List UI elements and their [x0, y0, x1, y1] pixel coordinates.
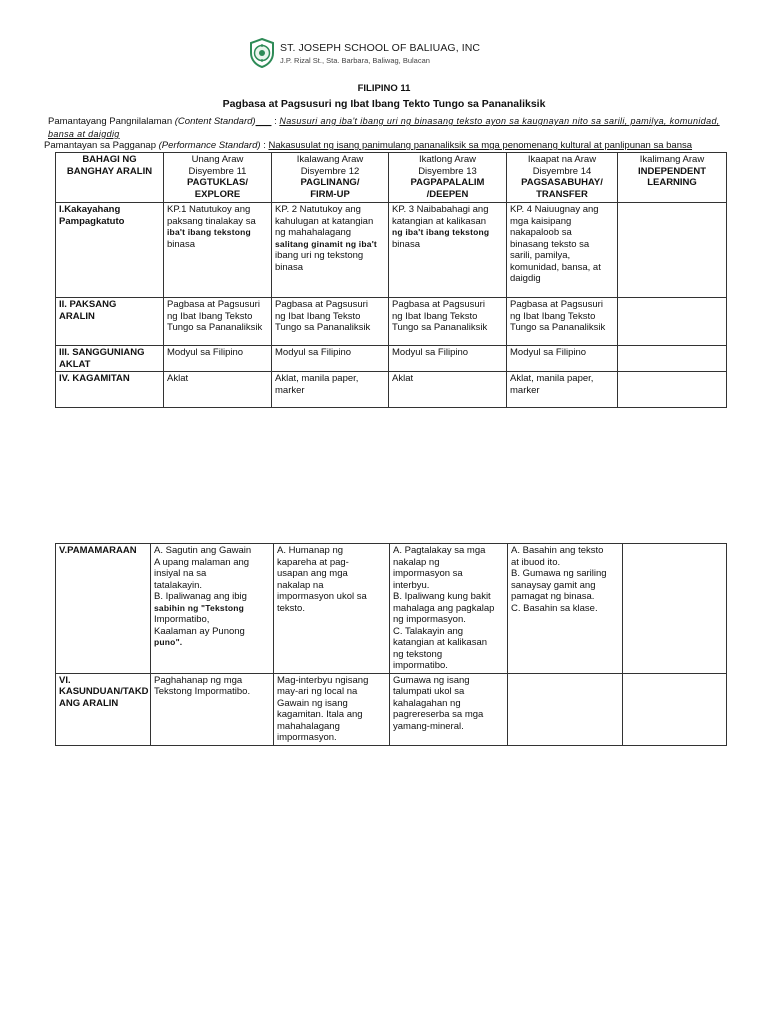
cell-text-line: Tungo sa Pananaliksik: [392, 322, 488, 333]
cell-text-line: C. Basahin sa klase.: [511, 602, 598, 614]
cell-day-3: [390, 673, 508, 745]
row-label: AKLAT: [59, 358, 91, 370]
content-standard-value: Nasusuri ang iba't ibang uri ng binasang teksto ayon sa kaugnayan nito sa sarili, pamilya, komunidad, bansa at daigdig: [48, 116, 720, 139]
header-cell-section: [56, 153, 164, 203]
row-label: V.PAMAMARAAN: [59, 545, 137, 556]
cell-text-line: talumpati ukol sa: [393, 686, 465, 697]
row-label: II. PAKSANG: [59, 299, 117, 310]
cell-text-line: KP. 3 Naibabahagi ang: [392, 204, 489, 215]
cell-day-2: [274, 544, 390, 674]
table-row-sanggunian: [56, 346, 727, 372]
document-title: Pagbasa at Pagsusuri ng Ibat Ibang Tekto Tungo sa Pananaliksik: [222, 98, 546, 110]
day-phase: PAGSASABUHAY/: [521, 177, 603, 188]
row-label-cell: [56, 346, 164, 372]
cell-text-line: Pagbasa at Pagsusuri: [392, 299, 485, 310]
cell-text-line: ng Ibat Ibang Teksto: [392, 310, 478, 322]
cell-text-line: Aklat: [167, 373, 189, 384]
school-seal-icon: [249, 38, 275, 68]
cell-day-4: [507, 203, 618, 298]
performance-standard-label: Pamantayan sa Pagganap: [44, 140, 156, 151]
cell-text-line: impormasyon.: [277, 732, 337, 743]
cell-day-1: [151, 544, 274, 674]
row-label-cell: [56, 372, 164, 408]
table-row-pamamaraan: [56, 544, 727, 674]
row-label: Pampagkatuto: [59, 215, 125, 227]
cell-text-line: Mag-interbyu ngisang: [277, 674, 369, 686]
cell-text-line: binasa: [275, 261, 303, 273]
school-header: [249, 38, 480, 68]
cell-day-2: [274, 673, 390, 745]
day-phase: /DEEPEN: [426, 188, 469, 200]
cell-text-line: pamagat ng binasa.: [511, 591, 595, 602]
row-label: ARALIN: [59, 310, 95, 322]
cell-text-line: Tungo sa Pananaliksik: [167, 322, 263, 333]
cell-text-line: A. Pagtalakay sa mga: [393, 545, 486, 556]
cell-text-line: mga kaisipang: [510, 215, 572, 227]
cell-day-4: [508, 544, 623, 674]
header-section-line: BANGHAY ARALIN: [66, 165, 153, 177]
cell-text-line: B. Ipaliwang kung bakit: [393, 591, 491, 602]
cell-day-3: [390, 544, 508, 674]
cell-text-line: B. Gumawa ng sariling: [511, 568, 607, 579]
cell-text-line: B. Ipaliwanag ang ibig: [154, 591, 247, 602]
header-cell-day-1: [164, 153, 272, 203]
table-row-kakayahang: [56, 203, 727, 298]
content-standard-label-en: (Content Standard): [174, 116, 256, 127]
day-phase: FIRM-UP: [310, 188, 350, 200]
cell-day-4: [507, 346, 618, 372]
cell-text-line: A. Humanap ng: [277, 545, 344, 556]
cell-text-line: A upang malaman ang: [154, 556, 250, 568]
day-phase: INDEPENDENT: [637, 165, 707, 177]
cell-day-5: [618, 346, 727, 372]
cell-day-2: [272, 346, 389, 372]
cell-text-line: puno".: [154, 637, 183, 647]
day-phase: TRANSFER: [536, 188, 588, 200]
cell-text-line: Tungo sa Pananaliksik: [275, 322, 371, 333]
day-phase: LEARNING: [647, 177, 697, 188]
day-date: Disyembre 13: [418, 165, 477, 177]
cell-text-line: KP. 4 Naiuugnay ang: [510, 204, 599, 215]
table-row-paksang: [56, 298, 727, 346]
cell-text-line: A. Basahin ang teksto: [511, 545, 604, 556]
day-name: Ikatlong Araw: [418, 154, 477, 165]
cell-text-line: interbyu.: [393, 579, 430, 591]
cell-text-line: kahalagahan ng: [393, 697, 461, 709]
cell-day-5: [618, 372, 727, 408]
cell-text-line: ng iba't ibang tekstong: [392, 227, 490, 237]
cell-day-1: [164, 298, 272, 346]
cell-text-line: katangian at kalikasan: [393, 637, 488, 648]
cell-text-line: mahahalagang: [277, 720, 340, 732]
cell-text-line: Impormatibo,: [154, 614, 210, 625]
cell-text-line: katangian at kalikasan: [392, 215, 487, 227]
row-label: VI.: [59, 674, 71, 686]
cell-text-line: teksto.: [277, 602, 305, 614]
row-label: I.Kakayahang: [59, 204, 121, 215]
day-date: Disyembre 14: [532, 165, 592, 177]
day-phase: EXPLORE: [194, 188, 241, 200]
cell-text-line: C. Talakayin ang: [393, 625, 464, 637]
cell-day-2: [272, 372, 389, 408]
cell-text-line: komunidad, bansa, at: [510, 261, 601, 273]
cell-day-3: [389, 372, 507, 408]
cell-text-line: Modyul sa Filipino: [275, 347, 352, 358]
content-standard-blank: ___: [255, 116, 272, 127]
lesson-plan-table-top: [55, 152, 727, 408]
header-cell-day-5: [618, 153, 727, 203]
table-row-kasunduan: [56, 673, 727, 745]
cell-day-2: [272, 298, 389, 346]
day-name: Ikalimang Araw: [639, 154, 705, 165]
cell-text-line: Pagbasa at Pagsusuri: [510, 299, 603, 310]
day-phase: PAGTUKLAS/: [186, 177, 249, 188]
cell-text-line: Aklat: [392, 373, 414, 384]
cell-text-line: salitang ginamit ng iba't: [275, 238, 377, 249]
cell-text-line: KP. 2 Natutukoy ang: [275, 204, 361, 215]
cell-text-line: Pagbasa at Pagsusuri: [167, 299, 260, 310]
cell-text-line: Aklat, manila paper,: [275, 373, 359, 384]
performance-standard: [44, 140, 692, 151]
cell-text-line: marker: [510, 384, 540, 396]
day-date: Disyembre 12: [300, 165, 360, 177]
cell-text-line: nakalap ng: [393, 556, 440, 568]
row-label-cell: [56, 544, 151, 674]
cell-day-2: [272, 203, 389, 298]
day-name: Ikalawang Araw: [296, 154, 364, 165]
cell-text-line: tatalakayin.: [154, 579, 203, 591]
day-phase: PAGPAPALALIM: [410, 177, 485, 188]
cell-text-line: KP.1 Natutukoy ang: [167, 204, 251, 215]
cell-text-line: impormasyon sa: [393, 568, 463, 579]
cell-text-line: kagamitan. Itala ang: [277, 709, 363, 720]
day-phase: PAGLINANG/: [300, 177, 360, 188]
day-date: Disyembre 11: [188, 165, 247, 177]
cell-day-3: [389, 298, 507, 346]
school-address: J.P. Rizal St., Sta. Barbara, Baliwag, Bulacan: [280, 55, 430, 65]
cell-day-5: [618, 298, 727, 346]
cell-text-line: Modyul sa Filipino: [167, 347, 244, 358]
row-label: IV. KAGAMITAN: [59, 373, 130, 384]
cell-day-3: [389, 346, 507, 372]
row-label-cell: [56, 203, 164, 298]
cell-text-line: Modyul sa Filipino: [392, 347, 469, 358]
cell-day-1: [164, 372, 272, 408]
header-cell-day-2: [272, 153, 389, 203]
cell-text-line: daigdig: [510, 273, 541, 284]
cell-day-1: [164, 346, 272, 372]
cell-day-4: [507, 298, 618, 346]
cell-text-line: Tungo sa Pananaliksik: [510, 322, 606, 333]
cell-text-line: Pagbasa at Pagsusuri: [275, 299, 368, 310]
cell-text-line: usapan ang mga: [277, 568, 348, 579]
cell-text-line: impormatibo.: [393, 660, 448, 671]
cell-text-line: kahulugan at katangian: [275, 215, 374, 227]
cell-text-line: binasang teksto sa: [510, 238, 590, 250]
cell-text-line: Aklat, manila paper,: [510, 373, 594, 384]
cell-text-line: marker: [275, 384, 305, 396]
row-label-cell: [56, 673, 151, 745]
cell-text-line: sabihin ng "Tekstong: [154, 602, 245, 613]
cell-text-line: ibang uri ng tekstong: [275, 250, 364, 261]
cell-text-line: ng tekstong: [393, 648, 443, 660]
row-label: ANG ARALIN: [59, 697, 119, 709]
cell-text-line: mahalaga ang pagkalap: [393, 602, 495, 614]
cell-text-line: yamang-mineral.: [393, 720, 464, 732]
cell-text-line: binasa: [167, 238, 195, 250]
cell-text-line: impormasyon ukol sa: [277, 591, 367, 602]
row-label-cell: [56, 298, 164, 346]
cell-text-line: nakalap na: [277, 579, 324, 591]
header-row: [56, 153, 727, 203]
cell-text-line: ng Ibat Ibang Teksto: [275, 310, 361, 322]
cell-text-line: Gumawa ng isang: [393, 674, 470, 686]
cell-day-3: [389, 203, 507, 298]
cell-day-5: [623, 544, 727, 674]
header-section-line: BAHAGI NG: [82, 154, 137, 165]
cell-text-line: paksang tinalakay sa: [167, 215, 256, 227]
cell-text-line: Paghahanap ng mga: [154, 674, 243, 686]
cell-text-line: kapareha at pag-: [277, 556, 349, 568]
content-standard: [48, 115, 738, 141]
cell-day-5: [623, 673, 727, 745]
content-standard-label: Pamantayang Pangnilalaman: [48, 116, 173, 127]
cell-text-line: insiyal na sa: [154, 568, 207, 579]
row-label: III. SANGGUNIANG: [59, 347, 145, 358]
cell-text-line: may-ari ng local na: [277, 686, 358, 697]
cell-text-line: Gawain ng isang: [277, 697, 348, 709]
cell-text-line: pagrereserba sa mga: [393, 709, 484, 720]
cell-day-4: [508, 673, 623, 745]
cell-text-line: sarili, pamilya,: [510, 250, 571, 261]
performance-standard-separator: :: [263, 140, 266, 151]
subject-title: FILIPINO 11: [357, 83, 411, 94]
day-name: Unang Araw: [191, 154, 244, 165]
cell-day-1: [151, 673, 274, 745]
cell-day-4: [507, 372, 618, 408]
header-cell-day-4: [507, 153, 618, 203]
cell-day-5: [618, 203, 727, 298]
cell-text-line: Tekstong Impormatibo.: [154, 686, 251, 697]
cell-text-line: ng Ibat Ibang Teksto: [167, 310, 253, 322]
cell-text-line: ng mahahalagang: [275, 227, 352, 238]
lesson-plan-table-bottom: [55, 543, 727, 746]
table-row-kagamitan: [56, 372, 727, 408]
day-name: Ikaapat na Araw: [527, 154, 597, 165]
cell-day-1: [164, 203, 272, 298]
cell-text-line: A. Sagutin ang Gawain: [154, 545, 252, 556]
content-standard-separator: :: [274, 116, 277, 127]
school-name: ST. JOSEPH SCHOOL OF BALIUAG, INC: [280, 41, 481, 54]
cell-text-line: ng Ibat Ibang Teksto: [510, 310, 596, 322]
cell-text-line: at ibuod ito.: [511, 556, 561, 568]
performance-standard-label-en: (Performance Standard): [158, 140, 261, 151]
header-cell-day-3: [389, 153, 507, 203]
performance-standard-value: Nakasusulat ng isang panimulang pananaliksik sa mga penomenang kultural at panlipunan sa bansa: [268, 140, 693, 151]
cell-text-line: binasa: [392, 238, 420, 250]
cell-text-line: sanaysay gamit ang: [511, 579, 596, 591]
row-label: KASUNDUAN/TAKD: [59, 686, 149, 697]
cell-text-line: Modyul sa Filipino: [510, 347, 587, 358]
cell-text-line: nakapaloob sa: [510, 227, 572, 238]
cell-text-line: ng impormasyon.: [393, 614, 466, 625]
cell-text-line: Kaalaman ay Punong: [154, 625, 245, 637]
cell-text-line: iba't ibang tekstong: [167, 227, 251, 237]
